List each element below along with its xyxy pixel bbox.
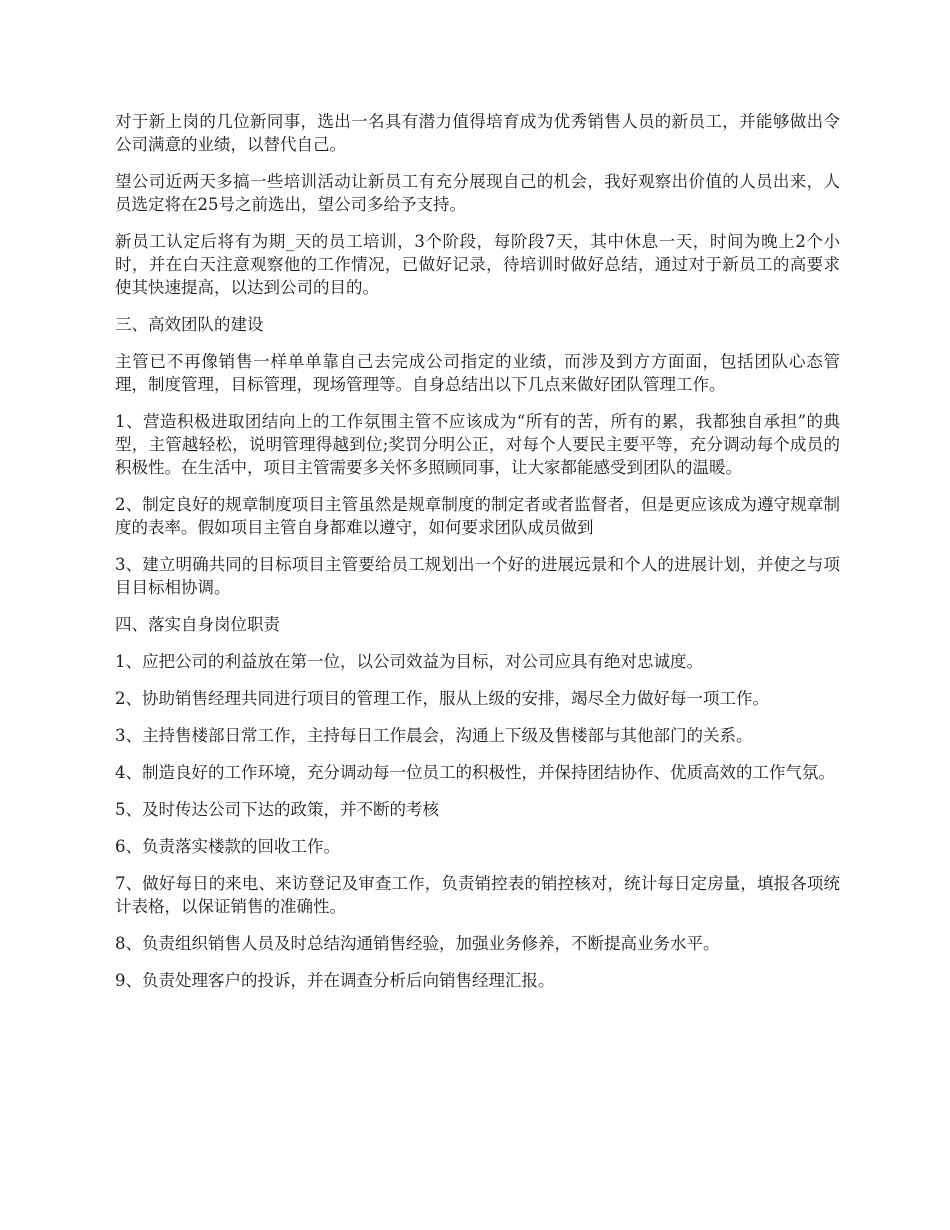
list-item-duty-7: 7、做好每日的来电、来访登记及审查工作，负责销控表的销控核对，统计每日定房量，填报各项统计表格，以保证销售的准确性。: [115, 874, 840, 916]
paragraph-team-management: 主管已不再像销售一样单单靠自己去完成公司指定的业绩，而涉及到方方面面，包括团队心态管理，制度管理，目标管理，现场管理等。自身总结出以下几点来做好团队管理工作。: [115, 352, 840, 394]
list-item-duty-3: 3、主持售楼部日常工作，主持每日工作晨会，沟通上下级及售楼部与其他部门的关系。: [115, 726, 753, 745]
section-heading-duties: 四、落实自身岗位职责: [115, 615, 280, 634]
list-item-duty-1: 1、应把公司的利益放在第一位，以公司效益为目标，对公司应具有绝对忠诚度。: [115, 652, 703, 671]
paragraph-training-candidate: 对于新上岗的几位新同事，选出一名具有潜力值得培育成为优秀销售人员的新员工，并能够做出令公司满意的业绩，以替代自己。: [115, 112, 840, 154]
list-item-duty-5: 5、及时传达公司下达的政策，并不断的考核: [115, 800, 439, 819]
list-item-duty-2: 2、协助销售经理共同进行项目的管理工作，服从上级的安排，竭尽全力做好每一项工作。: [115, 689, 769, 708]
paragraph-training-request: 望公司近两天多搞一些培训活动让新员工有充分展现自己的机会，我好观察出价值的人员出来，人员选定将在25号之前选出，望公司多给予支持。: [115, 172, 840, 214]
list-item-goals: 3、建立明确共同的目标项目主管要给员工规划出一个好的进展远景和个人的进展计划，并使之与项目目标相协调。: [115, 555, 840, 597]
list-item-duty-6: 6、负责落实楼款的回收工作。: [115, 837, 340, 856]
list-item-duty-8: 8、负责组织销售人员及时总结沟通销售经验，加强业务修养，不断提高业务水平。: [115, 934, 720, 953]
section-heading-team-building: 三、高效团队的建设: [115, 315, 264, 334]
list-item-rules: 2、制定良好的规章制度项目主管虽然是规章制度的制定者或者监督者，但是更应该成为遵守规章制度的表率。假如项目主管自身都难以遵守，如何要求团队成员做到: [115, 495, 840, 537]
paragraph-training-schedule: 新员工认定后将有为期_天的员工培训，3个阶段，每阶段7天，其中休息一天，时间为晚上2个小时，并在白天注意观察他的工作情况，已做好记录，待培训时做好总结，通过对于新员工的高要求使其快速提高，以达到公司的目的。: [115, 232, 840, 297]
list-item-duty-4: 4、制造良好的工作环境，充分调动每一位员工的积极性，并保持团结协作、优质高效的工作气氛。: [115, 763, 835, 782]
list-item-atmosphere: 1、营造积极进取团结向上的工作氛围主管不应该成为“所有的苦，所有的累，我都独自承担”的典型，主管越轻松，说明管理得越到位;奖罚分明公正，对每个人要民主要平等，充分调动每个成员的积极性。在生活中，项目主管需要多关怀多照顾同事，让大家都能感受到团队的温暖。: [115, 412, 840, 477]
list-item-duty-9: 9、负责处理客户的投诉，并在调查分析后向销售经理汇报。: [115, 971, 555, 990]
document-body: [115, 110, 840, 1006]
